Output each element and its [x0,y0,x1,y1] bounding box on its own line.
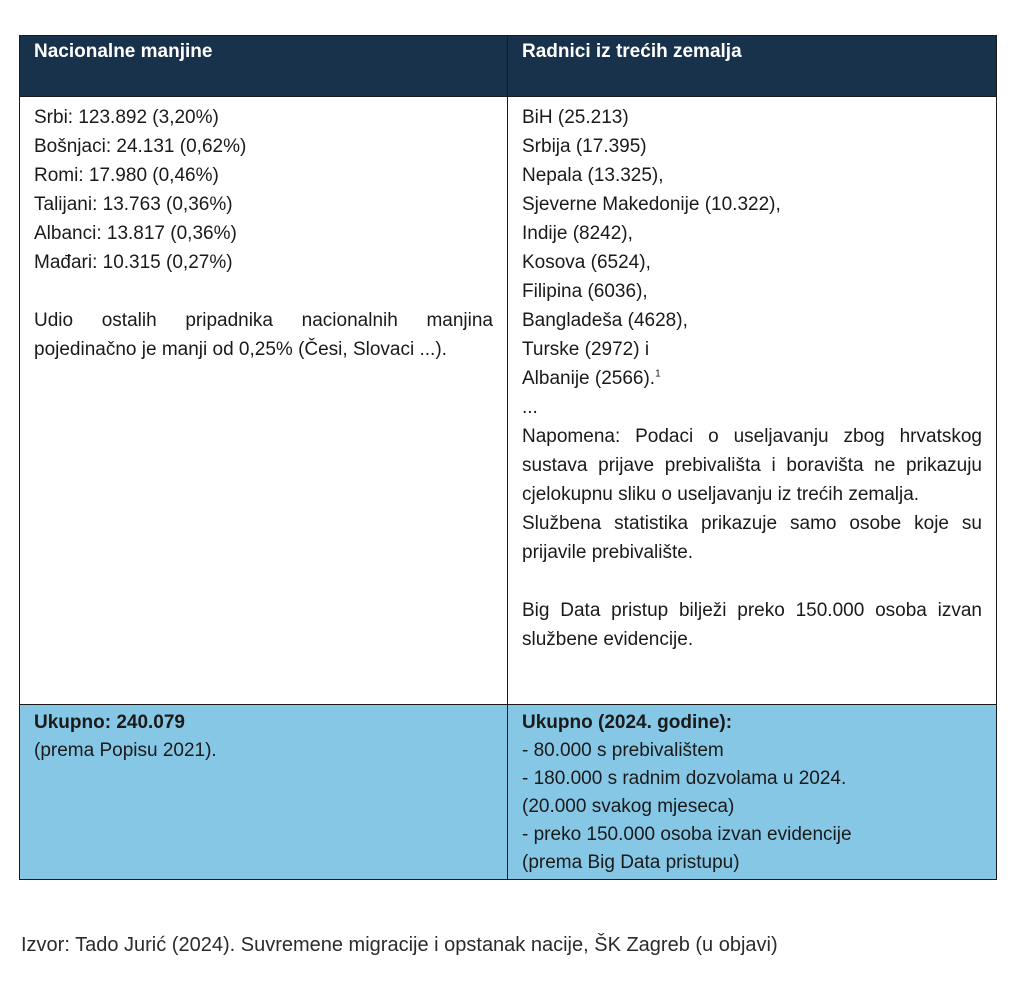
list-item: Bošnjaci: 24.131 (0,62%) [34,136,247,157]
list-item: Kosova (6524), [522,252,651,273]
list-item: Albanci: 13.817 (0,36%) [34,223,237,244]
list-item: Albanije (2566). [522,368,656,389]
total-line: - 180.000 s radnim dozvolama u 2024. [522,768,847,789]
list-item: Nepala (13.325), [522,165,664,186]
header-third-country-workers: Radnici iz trećih zemalja [522,41,742,62]
minorities-total: Ukupno: 240.079 [34,712,185,733]
workers-note-3: Big Data pristup bilježi preko 150.000 osoba izvan službene evidencije. [522,600,982,650]
list-item: Srbi: 123.892 (3,20%) [34,107,219,128]
minorities-note: Udio ostalih pripadnika nacionalnih manjina pojedinačno je manji od 0,25% (Česi, Slovaci ...). [34,310,493,360]
workers-note-1: Napomena: Podaci o useljavanju zbog hrvatskog sustava prijave prebivališta i boravišta ne prikazuju cjelokupnu sliku o useljavanju iz trećih zemalja. [522,426,982,505]
data-table [19,35,997,880]
list-item: Indije (8242), [522,223,633,244]
minorities-total-cell [20,705,508,879]
workers-cell [508,97,996,704]
minorities-total-source: (prema Popisu 2021). [34,740,217,761]
list-item: BiH (25.213) [522,107,629,128]
footnote-mark: 1 [655,368,661,380]
header-national-minorities: Nacionalne manjine [20,36,508,96]
list-item: Turske (2972) i [522,339,650,360]
table-body-row [20,96,996,704]
list-item: Bangladeša (4628), [522,310,688,331]
total-line: (20.000 svakog mjeseca) [522,796,735,817]
list-item-with-footnote [522,364,982,393]
total-line: (prema Big Data pristupu) [522,852,740,873]
workers-note-2: Službena statistika prikazuje samo osobe koje su prijavile prebivalište. [522,513,982,563]
workers-total-title: Ukupno (2024. godine): [522,712,733,733]
workers-total-cell [508,705,996,879]
minorities-cell [20,97,508,704]
list-item: Sjeverne Makedonije (10.322), [522,194,781,215]
total-line: - 80.000 s prebivalištem [522,740,724,761]
table-header-row [20,36,996,96]
list-item: Talijani: 13.763 (0,36%) [34,194,233,215]
ellipsis: ... [522,397,538,418]
list-item: Srbija (17.395) [522,136,647,157]
list-item: Mađari: 10.315 (0,27%) [34,252,233,273]
list-item: Romi: 17.980 (0,46%) [34,165,219,186]
total-line: - preko 150.000 osoba izvan evidencije [522,824,852,845]
list-item: Filipina (6036), [522,281,648,302]
table-total-row [20,704,996,879]
source-citation: Izvor: Tado Jurić (2024). Suvremene migracije i opstanak nacije, ŠK Zagreb (u objavi) [21,934,778,956]
